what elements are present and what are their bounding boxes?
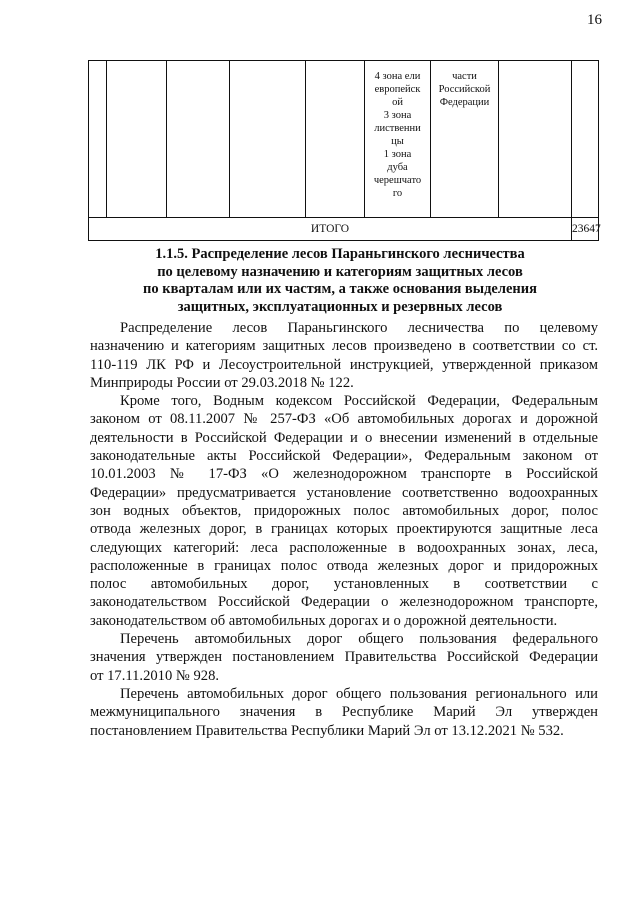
paragraph-line: Федерации» предусматривается установление соответственно водоохранных [90,484,598,501]
paragraph-line: следующих категорий: леса расположенные в водоохранных зонах, леса, [90,539,598,556]
paragraph-line: зон водных объектов, придорожных полос автомобильных дорог, полос [90,502,598,519]
paragraph-line: отвода железных дорог, в границах которых проектируются защитные леса [90,521,598,538]
heading-line: по целевому назначению и категориям защитных лесов [157,263,523,280]
cell-line: части [452,71,477,82]
heading-line: по кварталам или их частям, а также основания выделения [143,281,537,297]
table-cell [89,61,107,218]
paragraph-line: полос автомобильных дорог, установленных в соответствии с [90,576,598,593]
paragraph-regional-roads [90,685,598,740]
paragraph-line: Перечень автомобильных дорог общего пользования регионального или [120,685,598,702]
paragraph-line: постановлением Правительства Республики Марий Эл от 13.12.2021 № 532. [90,722,564,739]
heading-line: защитных, эксплуатационных и резервных лесов [177,298,503,315]
cell-line: черешчато [373,175,422,186]
paragraph-line: Кроме того, Водным кодексом Российской Федерации, Федеральным [120,393,598,410]
table-cell [230,61,306,218]
paragraph-line: 10.01.2003 № 17-ФЗ «О железнодорожном транспорте в Российской [90,466,598,483]
paragraph-line: расположенные в границах полос отвода железных дорог и придорожных [90,557,598,574]
paragraph-federal-roads [90,630,598,685]
heading-line: 1.1.5. Распределение лесов Параньгинского лесничества [155,246,525,262]
paragraph-line: назначению и категориям защитных лесов произведено в соответствии со ст. [90,338,598,355]
cell-line: 3 зона [383,110,412,121]
paragraph-line: Минприроды России от 29.03.2018 № 122. [90,374,354,391]
total-label: ИТОГО [89,218,572,241]
paragraph-line: межмуниципального значения в Республике Марий Эл утвержден [90,704,598,721]
paragraph-line: Распределение лесов Параньгинского лесничества по целевому [120,320,598,336]
body-text [90,319,598,740]
table-cell [306,61,365,218]
cell-line: 4 зона ели [374,71,421,82]
forest-distribution-table [88,60,599,241]
table-cell [572,61,599,218]
paragraph-legislation [90,392,598,630]
table-cell [107,61,167,218]
cell-line: Российской [438,84,491,95]
paragraph-line: законодательством об автомобильных дорогах и о дорожной деятельности. [90,612,558,629]
paragraph-line: законодательством Российской Федерации о железнодорожном транспорте, [90,594,598,611]
forest-zone-cell [365,61,431,218]
paragraph-line: значения утвержден постановлением Правительства Российской Федерации [90,649,598,666]
cell-line: го [392,188,403,199]
region-cell [431,61,499,218]
total-value: 23647 [572,218,599,241]
cell-line: европейск [374,84,421,95]
cell-line: лиственни [374,123,421,134]
cell-line: 1 зона [383,149,412,160]
paragraph-line: 110-119 ЛК РФ и Лесоустроительной инструкцией, утвержденной приказом [90,356,598,373]
cell-line: Федерации [439,97,490,108]
cell-line: ой [392,97,403,108]
cell-line: дуба [387,162,408,173]
paragraph-line: законодательные акты Российской Федерации», Федеральным законом от [90,448,598,465]
section-heading [80,246,600,316]
page-number: 16 [587,12,602,28]
table-cell [499,61,572,218]
paragraph-line: Перечень автомобильных дорог общего пользования федерального [120,631,598,648]
table-row [89,61,599,218]
table-cell [167,61,230,218]
paragraph-line: деятельности в Российской Федерации и о внесении изменений в отдельные [90,429,598,446]
cell-line: цы [391,136,404,147]
paragraph-line: законом от 08.11.2007 № 257-ФЗ «Об автомобильных дорогах и дорожной [90,411,598,428]
paragraph-distribution [90,319,598,392]
total-row [89,218,599,241]
paragraph-line: от 17.11.2010 № 928. [90,667,220,684]
